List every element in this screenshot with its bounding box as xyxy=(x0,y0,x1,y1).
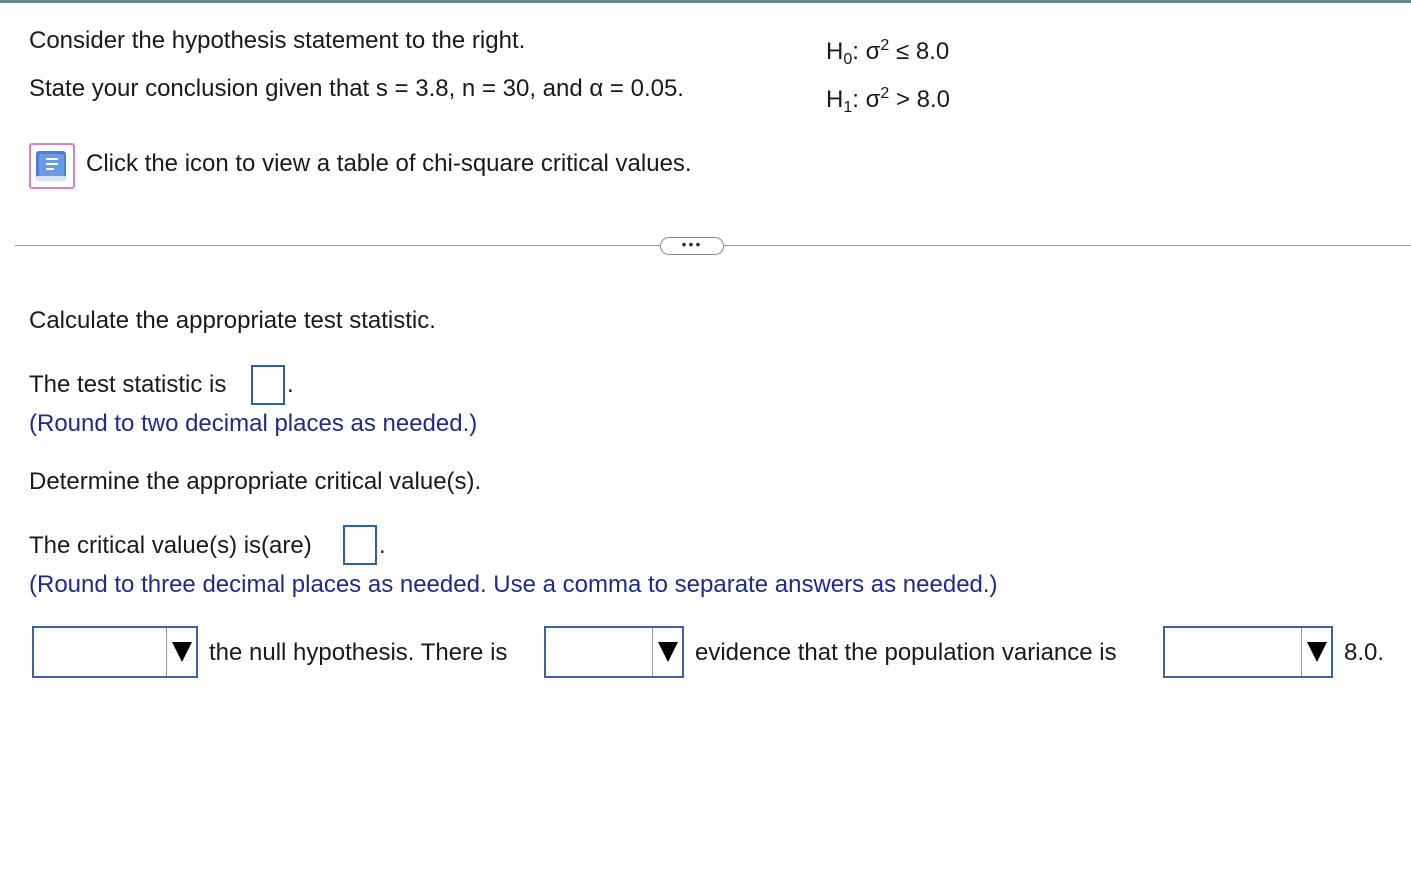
h1-superscript: 2 xyxy=(880,85,890,102)
decision-dropdown[interactable] xyxy=(32,626,198,678)
step1-instruction: Calculate the appropriate test statistic. xyxy=(29,307,436,334)
h1-sigma: : σ xyxy=(852,86,881,113)
top-accent-bar xyxy=(0,0,1411,3)
h0-superscript: 2 xyxy=(880,37,890,54)
conclusion-text-3: 8.0. xyxy=(1344,639,1385,666)
h0-subscript: 0 xyxy=(843,51,853,68)
h1-subscript: 1 xyxy=(843,99,853,116)
question-line-1: Consider the hypothesis statement to the right. xyxy=(29,27,526,54)
step1-prompt: The test statistic is xyxy=(29,371,227,398)
alternative-hypothesis xyxy=(826,80,950,122)
step2-rounding-hint: (Round to three decimal places as needed. Use a comma to separate answers as needed.) xyxy=(29,571,998,598)
step2-period: . xyxy=(379,532,386,559)
comparison-dropdown[interactable] xyxy=(1163,626,1333,678)
test-statistic-input[interactable] xyxy=(251,365,285,405)
conclusion-text-2: evidence that the population variance is xyxy=(695,639,1117,666)
h1-letter: H xyxy=(826,86,844,113)
chevron-down-icon xyxy=(1301,628,1331,676)
chi-square-table-book-icon[interactable] xyxy=(29,143,75,189)
question-line-2: State your conclusion given that s = 3.8, n = 30, and α = 0.05. xyxy=(29,75,684,102)
step2-instruction: Determine the appropriate critical value(s). xyxy=(29,468,482,495)
chevron-down-icon xyxy=(652,628,682,676)
h0-relation: ≤ 8.0 xyxy=(889,38,950,65)
null-hypothesis xyxy=(826,32,949,74)
h0-sigma: : σ xyxy=(852,38,881,65)
step2-prompt: The critical value(s) is(are) xyxy=(29,532,312,559)
h1-relation: > 8.0 xyxy=(889,86,951,113)
table-link-text[interactable]: Click the icon to view a table of chi-square critical values. xyxy=(86,150,692,177)
book-icon xyxy=(33,147,71,185)
evidence-dropdown[interactable] xyxy=(544,626,684,678)
expand-more-button[interactable]: ••• xyxy=(660,237,724,255)
conclusion-text-1: the null hypothesis. There is xyxy=(209,639,508,666)
step1-period: . xyxy=(287,371,294,398)
critical-value-input[interactable] xyxy=(343,525,377,565)
step1-rounding-hint: (Round to two decimal places as needed.) xyxy=(29,410,478,437)
h0-letter: H xyxy=(826,38,844,65)
chevron-down-icon xyxy=(166,628,196,676)
